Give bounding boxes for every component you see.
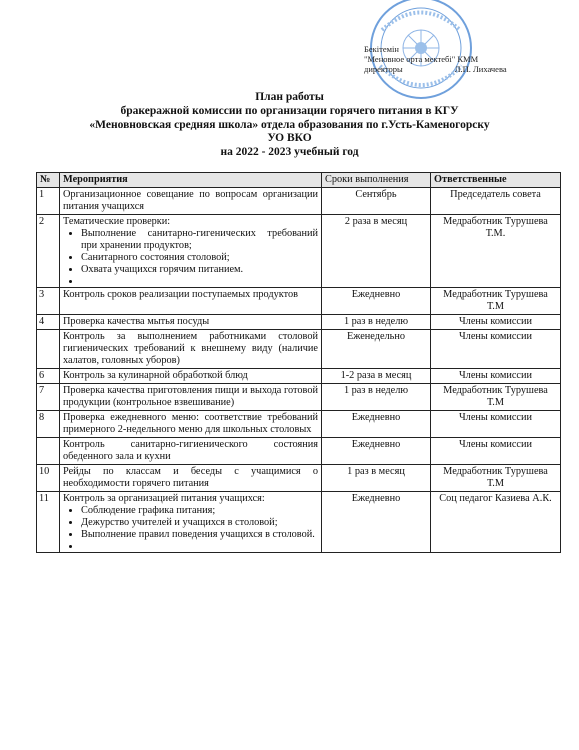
- row-event: [60, 330, 322, 369]
- event-text: Тематические проверки:: [63, 216, 171, 227]
- approval-director-name: Л.П. Лихачева: [454, 64, 507, 74]
- row-number: 10: [37, 465, 60, 492]
- table-row: [37, 465, 561, 492]
- row-event: [60, 288, 322, 315]
- event-sub-list: [63, 228, 318, 286]
- document-title: [0, 91, 579, 160]
- table-row: [37, 492, 561, 553]
- row-responsible: Медработник Турушева Т.М.: [431, 215, 561, 288]
- row-deadline: 2 раза в месяц: [322, 215, 431, 288]
- row-number: [37, 330, 60, 369]
- event-sub-item: [81, 276, 318, 286]
- row-responsible: Медработник Турушева Т.М: [431, 288, 561, 315]
- event-sub-item: • Выполнение правил поведения учащихся в столовой.: [81, 529, 318, 541]
- row-deadline: Сентябрь: [322, 188, 431, 215]
- title-line-5: на 2022 - 2023 учебный год: [220, 146, 359, 159]
- row-event: [60, 369, 322, 384]
- header-num: №: [37, 173, 60, 188]
- row-number: 3: [37, 288, 60, 315]
- table-row: [37, 188, 561, 215]
- row-deadline: Еженедельно: [322, 330, 431, 369]
- event-sub-item: • Дежурство учителей и учащихся в столовой;: [81, 517, 318, 529]
- title-line-3: «Меновновская средняя школа» отдела образования по г.Усть-Каменогорску: [89, 118, 490, 131]
- row-event: [60, 384, 322, 411]
- row-deadline: 1 раз в неделю: [322, 384, 431, 411]
- row-number: 6: [37, 369, 60, 384]
- table-row: [37, 315, 561, 330]
- row-deadline: 1 раз в неделю: [322, 315, 431, 330]
- title-line-2: бракеражной комиссии по организации горячего питания в КГУ: [120, 104, 459, 117]
- row-deadline: 1 раз в месяц: [322, 465, 431, 492]
- event-text: Организационное совещание по вопросам организации питания учащихся: [63, 189, 318, 212]
- event-sub-item: • Охвата учащихся горячим питанием.: [81, 264, 318, 276]
- row-deadline: Ежедневно: [322, 288, 431, 315]
- approval-line-2: "Меновное орта мектебі" КММ: [364, 54, 479, 64]
- event-text: Контроль за выполнением работниками столовой гигиенических требований к внешнему виду (наличие халатов, головных уборов): [63, 331, 318, 366]
- approval-line-3: [364, 64, 507, 74]
- row-number: 8: [37, 411, 60, 438]
- row-number: [37, 438, 60, 465]
- row-responsible: Члены комиссии: [431, 438, 561, 465]
- row-number: 2: [37, 215, 60, 288]
- event-text: Контроль за кулинарной обработкой блюд: [63, 370, 248, 381]
- table-header-row: [37, 173, 561, 188]
- table-row: [37, 411, 561, 438]
- row-event: [60, 438, 322, 465]
- row-number: 4: [37, 315, 60, 330]
- title-line-1: План работы: [255, 91, 324, 103]
- row-event: [60, 315, 322, 330]
- row-number: 11: [37, 492, 60, 553]
- approval-line-1: Бекітемін: [364, 44, 399, 54]
- table-row: [37, 369, 561, 384]
- table-row: [37, 288, 561, 315]
- event-text: Рейды по классам и беседы с учащимися о необходимости горячего питания: [63, 466, 318, 489]
- table-body: [37, 188, 561, 553]
- event-sub-list: [63, 505, 318, 551]
- row-event: [60, 188, 322, 215]
- title-line-4: УО ВКО: [267, 132, 312, 145]
- row-event: [60, 411, 322, 438]
- plan-table: [36, 172, 561, 553]
- table-row: [37, 215, 561, 288]
- event-text: Контроль за организацией питания учащихся:: [63, 493, 265, 504]
- row-number: 7: [37, 384, 60, 411]
- approval-block: [364, 44, 507, 74]
- table-row: [37, 384, 561, 411]
- row-deadline: Ежедневно: [322, 411, 431, 438]
- row-responsible: Председатель совета: [431, 188, 561, 215]
- row-event: [60, 492, 322, 553]
- event-text: Контроль санитарно-гигиенического состояния обеденного зала и кухни: [63, 439, 318, 462]
- row-responsible: Члены комиссии: [431, 315, 561, 330]
- row-number: 1: [37, 188, 60, 215]
- header-deadline: Сроки выполнения: [322, 173, 431, 188]
- table-row: [37, 330, 561, 369]
- row-responsible: Члены комиссии: [431, 411, 561, 438]
- row-deadline: 1-2 раза в месяц: [322, 369, 431, 384]
- event-text: Контроль сроков реализации поступаемых продуктов: [63, 289, 298, 300]
- row-responsible: Члены комиссии: [431, 369, 561, 384]
- row-deadline: Ежедневно: [322, 438, 431, 465]
- event-sub-item: • Санитарного состояния столовой;: [81, 252, 318, 264]
- row-responsible: Медработник Турушева Т.М: [431, 465, 561, 492]
- event-sub-item: [81, 541, 318, 551]
- row-deadline: Ежедневно: [322, 492, 431, 553]
- event-sub-item: • Соблюдение графика питания;: [81, 505, 318, 517]
- row-event: [60, 215, 322, 288]
- row-responsible: Соц педагог Казиева А.К.: [431, 492, 561, 553]
- event-sub-item: • Выполнение санитарно-гигенических требований при хранении продуктов;: [81, 228, 318, 252]
- row-responsible: Медработник Турушева Т.М: [431, 384, 561, 411]
- table-row: [37, 438, 561, 465]
- event-text: Проверка качества приготовления пищи и выхода готовой продукции (контрольное взвешивание): [63, 385, 318, 408]
- row-responsible: Члены комиссии: [431, 330, 561, 369]
- header-event: Мероприятия: [60, 173, 322, 188]
- header-responsible: Ответственные: [431, 173, 561, 188]
- event-text: Проверка ежедневного меню: соответствие требований примерного 2-недельного меню для школьных столовых: [63, 412, 318, 435]
- event-text: Проверка качества мытья посуды: [63, 316, 210, 327]
- approval-position: директоры: [364, 64, 403, 74]
- row-event: [60, 465, 322, 492]
